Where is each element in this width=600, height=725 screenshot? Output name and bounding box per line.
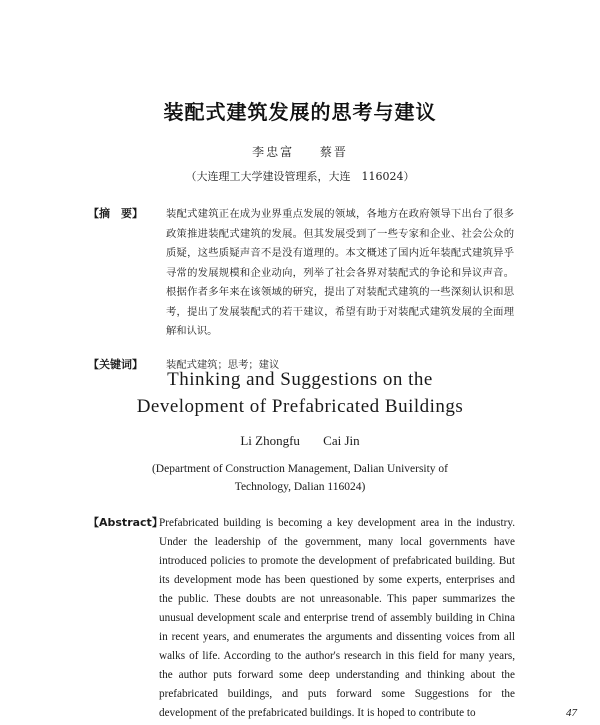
chinese-affiliation: （大连理工大学建设管理系，大连 116024）	[185, 170, 415, 183]
chinese-abstract: 装配式建筑正在成为业界重点发展的领域，各地方在政府领导下出台了很多政策推进装配式建筑的发展。但其发展受到了一些专家和企业、社会公众的质疑，这些质疑声音不是没有道理的。本文概述了国内近年装配式建筑异乎寻常的发展规模和企业动向，列举了社会各界对装配式的争论和异议声音。根据作者多年来在该领域的研究，提出了对装配式建筑的一些深刻认识和思考，提出了发展装配式的若干建议，希望有助于对装配式建筑发展的全面理解和认识。	[166, 208, 514, 337]
english-author-1: Li Zhongfu	[240, 433, 300, 448]
english-affiliation: (Department of Construction Management, Dalian University of Technology, Dalian 116024)	[151, 463, 449, 493]
english-title	[0, 366, 600, 420]
chinese-abstract-label: 【摘 要】	[88, 207, 143, 220]
english-title-line-1: Thinking and Suggestions on the	[167, 369, 433, 390]
chinese-keywords: 装配式建筑；思考；建议	[166, 359, 280, 371]
english-abstract-label: 【Abstract】	[88, 516, 163, 529]
chinese-author-1: 李忠富	[252, 145, 295, 159]
chinese-title: 装配式建筑发展的思考与建议	[163, 100, 437, 124]
page-number: 47	[566, 707, 577, 719]
chinese-authors	[0, 143, 600, 160]
chinese-keywords-label: 【关键词】	[88, 358, 143, 371]
chinese-author-2: 蔡晋	[319, 145, 348, 159]
english-authors	[0, 433, 600, 449]
english-title-line-2: Development of Prefabricated Buildings	[136, 396, 464, 417]
english-author-2: Cai Jin	[323, 433, 360, 448]
english-abstract: Prefabricated building is becoming a key development area in the industry. Under the leadership of the government, many local governments have introduced policies to promote the development of prefabricated building. But its development mode has been questioned by some experts, enterprises and the public. These doubts are not unreasonable. This paper summarizes the unusual development scale and enterprise trend of assembly building in China in recent years, and enumerates the arguments and dissenting voices from all walks of life. According to the author's research in this field for many years, the author puts forward some deep understanding and thinking about the prefabricated buildings, and puts forward some Suggestions for the development of the prefabricated buildings. It is hoped to contribute to	[159, 517, 515, 719]
